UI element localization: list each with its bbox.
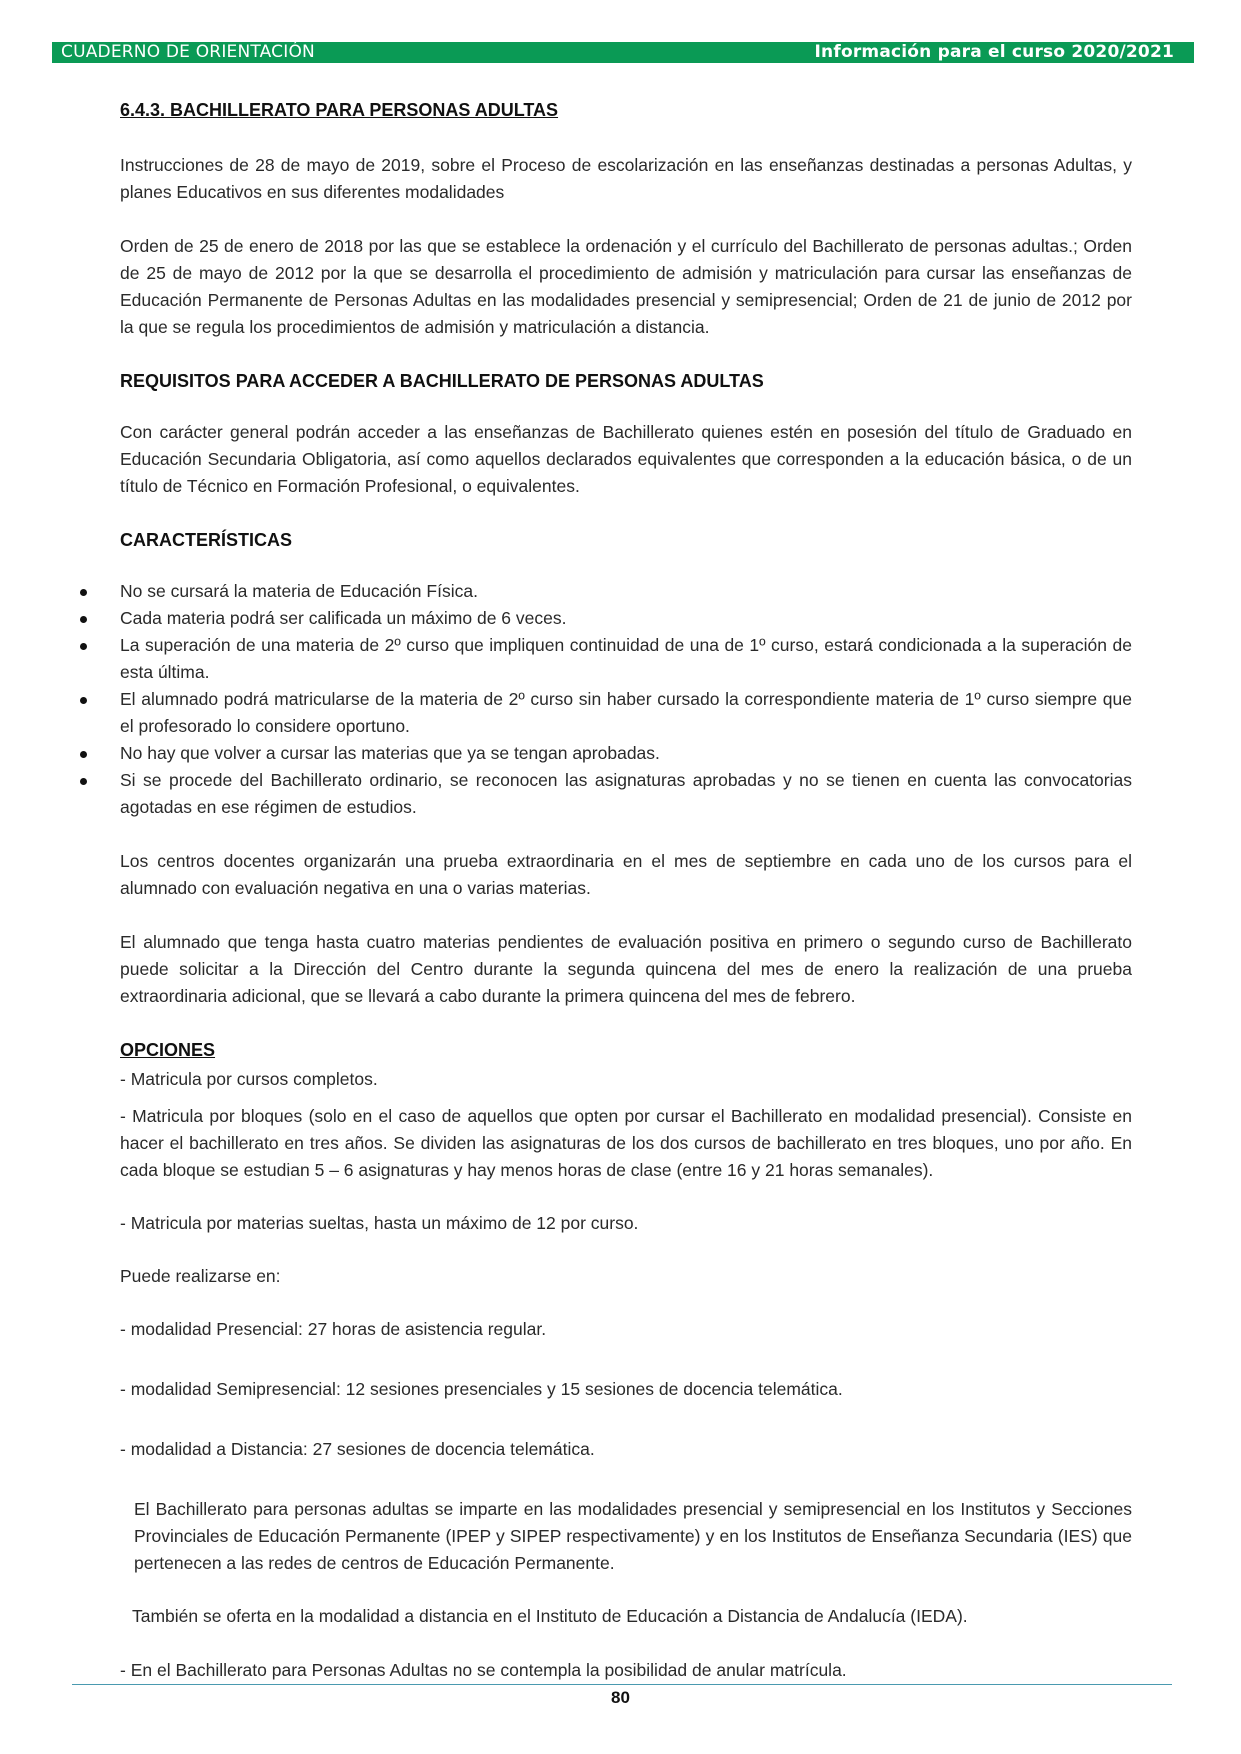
bullet-icon (80, 643, 87, 650)
header-bar (52, 42, 1194, 63)
section-title: 6.4.3. BACHILLERATO PARA PERSONAS ADULTAS (120, 100, 559, 120)
option-line: - Matricula por bloques (solo en el caso de aquellos que opten por cursar el Bachillerato en modalidad presencial). Consiste en hacer el bachillerato en tres años. Se dividen las asignaturas de los dos cursos de bachillerato en tres bloques, uno por año. En cada bloque se estudian 5 – 6 asignaturas y hay menos horas de clase (entre 16 y 21 horas semanales). (120, 1106, 1132, 1180)
modality-line: - modalidad Semipresencial: 12 sesiones presenciales y 15 sesiones de docencia telemática. (120, 1379, 843, 1399)
list-item (120, 686, 1132, 740)
options-heading: OPCIONES (120, 1040, 216, 1060)
list-item-text: La superación de una materia de 2º curso que impliquen continuidad de una de 1º curso, estará condicionada a la superación de esta última. (120, 635, 1132, 682)
bullet-icon (80, 616, 87, 623)
list-item (120, 740, 1132, 767)
characteristics-heading: CARACTERÍSTICAS (120, 530, 293, 550)
intro-paragraph: Instrucciones de 28 de mayo de 2019, sobre el Proceso de escolarización en las enseñanzas destinadas a personas Adultas, y planes Educativos en sus diferentes modalidades (120, 155, 1132, 202)
option-line: Puede realizarse en: (120, 1266, 281, 1286)
page-number: 80 (611, 1688, 630, 1707)
header-course-info: Información para el curso 2020/2021 (814, 42, 1174, 62)
centers-paragraph: El Bachillerato para personas adultas se imparte en las modalidades presencial y semipresencial en los Institutos y Secciones Provinciales de Educación Permanente (IPEP y SIPEP respectivamente) y en los Institutos de Enseñanza Secundaria (IES) que pertenecen a las redes de centros de Educación Permanente. (134, 1499, 1132, 1573)
list-item (120, 605, 1132, 632)
requirements-heading: REQUISITOS PARA ACCEDER A BACHILLERATO DE PERSONAS ADULTAS (120, 371, 764, 391)
list-item (120, 578, 1132, 605)
distance-paragraph: También se oferta en la modalidad a distancia en el Instituto de Educación a Distancia de Andalucía (IEDA). (132, 1606, 968, 1626)
list-item-text: Si se procede del Bachillerato ordinario, se reconocen las asignaturas aprobadas y no se tienen en cuenta las convocatorias agotadas en ese régimen de estudios. (120, 770, 1132, 817)
list-item (120, 632, 1132, 686)
list-item (120, 767, 1132, 821)
page-content (120, 97, 1132, 1694)
intro-paragraph: Orden de 25 de enero de 2018 por las que se establece la ordenación y el currículo del Bachillerato de personas adultas.; Orden de 25 de mayo de 2012 por la que se desarrolla el procedimiento de admisión y matriculación para cursar las enseñanzas de Educación Permanente de Personas Adultas en las modalidades presencial y semipresencial; Orden de 21 de junio de 2012 por la que se regula los procedimientos de admisión y matriculación a distancia. (120, 236, 1132, 337)
extraordinary-exam-paragraph: Los centros docentes organizarán una prueba extraordinaria en el mes de septiembre en cada uno de los cursos para el alumnado con evaluación negativa en una o varias materias. (120, 851, 1132, 898)
list-item-text: No hay que volver a cursar las materias que ya se tengan aprobadas. (120, 743, 660, 763)
option-line: - Matricula por cursos completos. (120, 1069, 378, 1089)
bullet-icon (80, 697, 87, 704)
list-item-text: No se cursará la materia de Educación Física. (120, 581, 478, 601)
modality-line: - modalidad a Distancia: 27 sesiones de docencia telemática. (120, 1439, 595, 1459)
pending-subjects-paragraph: El alumnado que tenga hasta cuatro materias pendientes de evaluación positiva en primero o segundo curso de Bachillerato puede solicitar a la Dirección del Centro durante la segunda quincena del mes de enero la realización de una prueba extraordinaria adicional, que se llevará a cabo durante la primera quincena del mes de febrero. (120, 932, 1132, 1006)
list-item-text: Cada materia podrá ser calificada un máximo de 6 veces. (120, 608, 567, 628)
annul-enrollment-line: - En el Bachillerato para Personas Adultas no se contempla la posibilidad de anular matrícula. (120, 1660, 847, 1680)
modality-line: - modalidad Presencial: 27 horas de asistencia regular. (120, 1319, 547, 1339)
option-line: - Matricula por materias sueltas, hasta un máximo de 12 por curso. (120, 1213, 639, 1233)
bullet-icon (80, 589, 87, 596)
requirements-text: Con carácter general podrán acceder a las enseñanzas de Bachillerato quienes estén en posesión del título de Graduado en Educación Secundaria Obligatoria, así como aquellos declarados equivalentes que corresponden a la educación básica, o de un título de Técnico en Formación Profesional, o equivalentes. (120, 422, 1132, 496)
header-document-title: CUADERNO DE ORIENTACIÓN (61, 42, 315, 62)
characteristics-list (120, 578, 1132, 821)
list-item-text: El alumnado podrá matricularse de la materia de 2º curso sin haber cursado la correspondiente materia de 1º curso siempre que el profesorado lo considere oportuno. (120, 689, 1132, 736)
bullet-icon (80, 778, 87, 785)
footer-divider (72, 1684, 1172, 1685)
bullet-icon (80, 751, 87, 758)
